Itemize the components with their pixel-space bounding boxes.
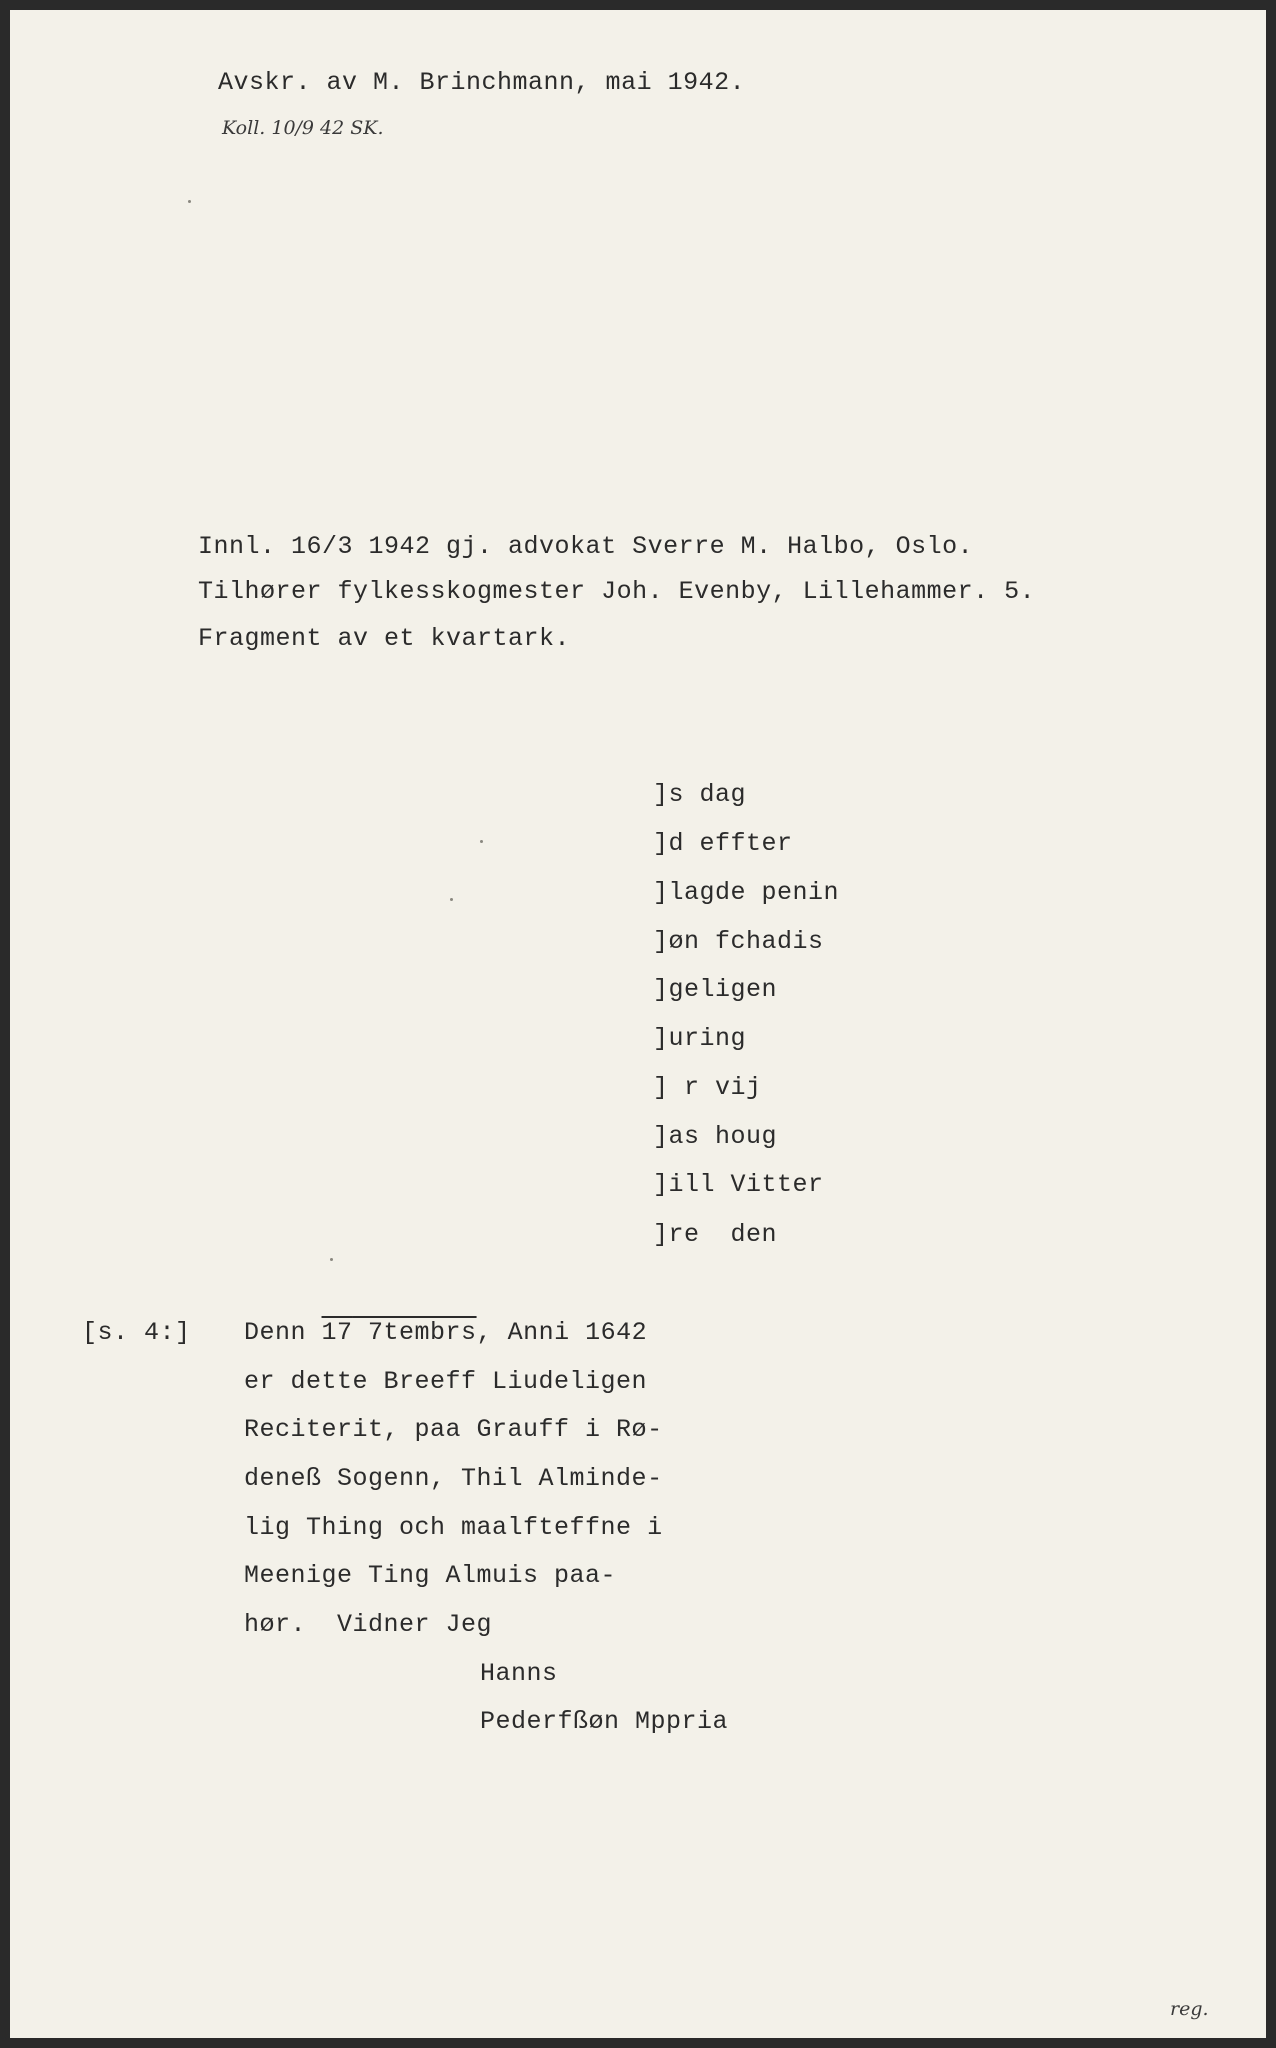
main-line-1-a: Denn bbox=[244, 1318, 322, 1347]
paper-speck bbox=[480, 840, 483, 843]
main-line-1-year: , Anni 1642 bbox=[476, 1318, 648, 1347]
main-line: er dette Breeff Liudeligen bbox=[244, 1367, 648, 1396]
signature-line-1: Hanns bbox=[480, 1659, 558, 1688]
document-page bbox=[10, 10, 1266, 2038]
fragment-line: ]geligen bbox=[653, 975, 778, 1004]
fragment-line: ]re den bbox=[653, 1220, 778, 1249]
fragment-line: ]lagde penin bbox=[653, 878, 840, 907]
main-line-1-month: 7tembrs bbox=[352, 1318, 477, 1347]
main-line: Reciterit, paa Grauff i Rø- bbox=[244, 1415, 663, 1444]
main-line: deneß Sogenn, Thil Alminde- bbox=[244, 1464, 663, 1493]
main-line: lig Thing och maalfteffne i bbox=[244, 1513, 663, 1542]
fragment-line: ]øn fchadis bbox=[653, 927, 824, 956]
fragment-line: ]s dag bbox=[653, 780, 747, 809]
paper-speck bbox=[450, 898, 453, 901]
transcription-credit: Avskr. av M. Brinchmann, mai 1942. bbox=[218, 68, 746, 97]
intro-line-1: Innl. 16/3 1942 gj. advokat Sverre M. Halbo, Oslo. bbox=[198, 532, 974, 561]
main-line-1-day: 17 bbox=[321, 1318, 353, 1347]
signature-line-2: Pederfßøn Mppria bbox=[480, 1707, 729, 1736]
handwritten-collation-note: Koll. 10/9 42 SK. bbox=[222, 117, 384, 139]
paper-speck bbox=[188, 200, 191, 203]
fragment-line: ]uring bbox=[653, 1024, 747, 1053]
paper-speck bbox=[330, 1258, 333, 1261]
fragment-line: ]ill Vitter bbox=[653, 1170, 824, 1199]
intro-line-2: Tilhører fylkesskogmester Joh. Evenby, Lillehammer. 5. bbox=[198, 577, 1036, 606]
page-marker: [s. 4:] bbox=[82, 1318, 191, 1347]
main-line: hør. Vidner Jeg bbox=[244, 1610, 493, 1639]
fragment-line: ]as houg bbox=[653, 1122, 778, 1151]
main-line: Meenige Ting Almuis paa- bbox=[244, 1561, 617, 1590]
main-line-1 bbox=[244, 1318, 647, 1347]
fragment-line: ] r vij bbox=[653, 1073, 762, 1102]
handwritten-reg-note: reg. bbox=[1170, 1998, 1209, 2020]
fragment-line: ]d effter bbox=[653, 829, 793, 858]
intro-line-3: Fragment av et kvartark. bbox=[198, 624, 571, 653]
